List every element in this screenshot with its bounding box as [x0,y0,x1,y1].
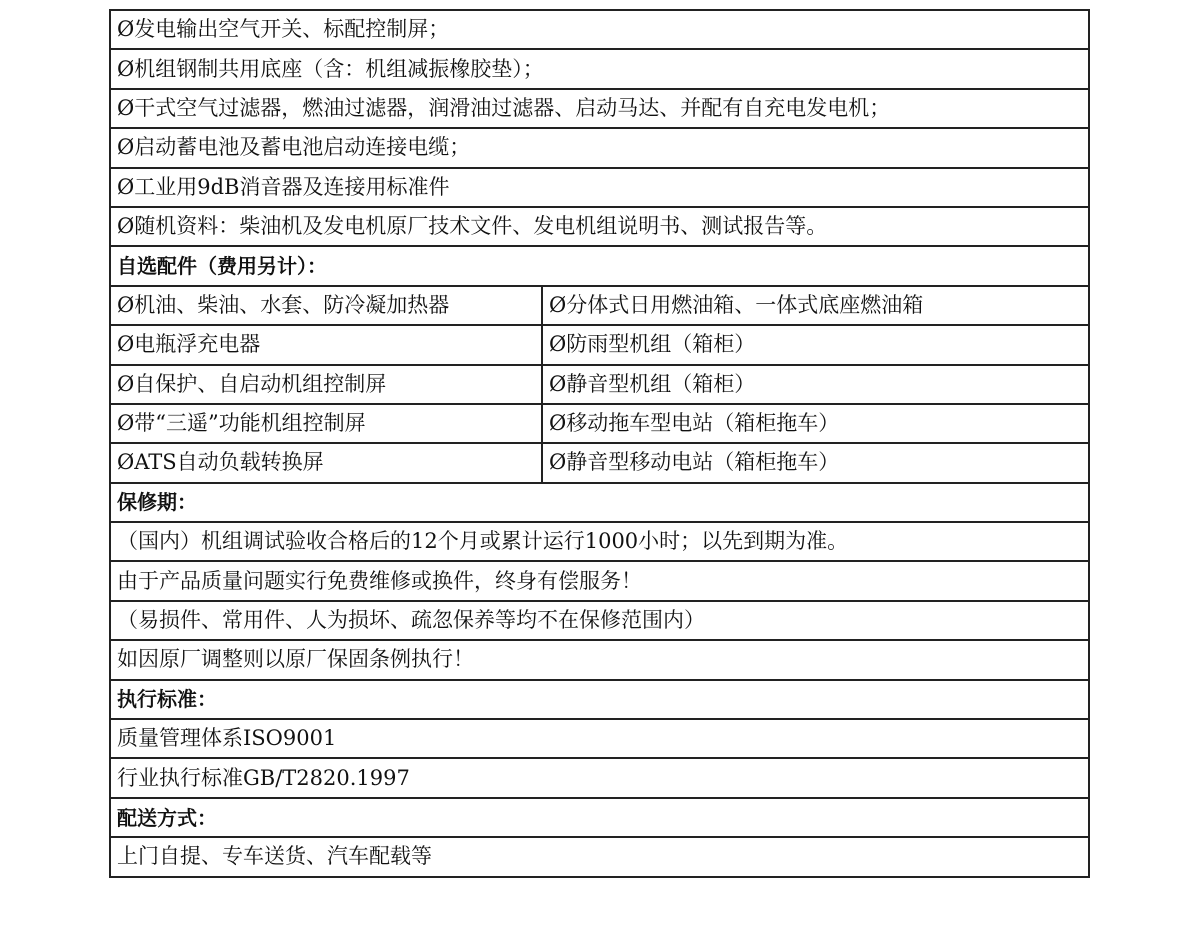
optional-item: Ø静音型移动电站（箱柜拖车） [542,443,1089,482]
optional-item: Ø移动拖车型电站（箱柜拖车） [542,404,1089,443]
optional-accessories-heading: 自选配件（费用另计）： [110,246,1089,285]
warranty-line: （易损件、常用件、人为损坏、疏忽保养等均不在保修范围内） [110,601,1089,640]
table-row [110,561,1089,600]
table-row [110,365,1089,404]
table-row [110,325,1089,364]
standard-item: Ø随机资料：柴油机及发电机原厂技术文件、发电机组说明书、测试报告等。 [110,207,1089,246]
table-row [110,837,1089,876]
table-row [110,168,1089,207]
table-row [110,286,1089,325]
table-row [110,207,1089,246]
optional-item: ØATS自动负载转换屏 [110,443,542,482]
spec-table [109,9,1090,878]
optional-item: Ø电瓶浮充电器 [110,325,542,364]
warranty-line: 如因原厂调整则以原厂保固条例执行！ [110,640,1089,679]
table-row [110,640,1089,679]
delivery-line: 上门自提、专车送货、汽车配载等 [110,837,1089,876]
table-row [110,798,1089,837]
warranty-line: 由于产品质量问题实行免费维修或换件，终身有偿服务！ [110,561,1089,600]
standards-heading: 执行标准： [110,680,1089,719]
table-row [110,128,1089,167]
table-row [110,680,1089,719]
delivery-heading: 配送方式： [110,798,1089,837]
table-row [110,758,1089,797]
standard-item: Ø工业用9dB消音器及连接用标准件 [110,168,1089,207]
optional-item: Ø防雨型机组（箱柜） [542,325,1089,364]
table-row [110,443,1089,482]
standard-item: Ø发电输出空气开关、标配控制屏； [110,10,1089,49]
optional-item: Ø自保护、自启动机组控制屏 [110,365,542,404]
table-row [110,49,1089,88]
table-row [110,89,1089,128]
optional-item: Ø机油、柴油、水套、防冷凝加热器 [110,286,542,325]
table-row [110,601,1089,640]
optional-item: Ø分体式日用燃油箱、一体式底座燃油箱 [542,286,1089,325]
standard-item: Ø机组钢制共用底座（含：机组减振橡胶垫）； [110,49,1089,88]
table-row [110,719,1089,758]
warranty-heading: 保修期： [110,483,1089,522]
table-row [110,246,1089,285]
table-row [110,404,1089,443]
standards-line: 行业执行标准GB/T2820.1997 [110,758,1089,797]
table-row [110,10,1089,49]
standard-item: Ø启动蓄电池及蓄电池启动连接电缆； [110,128,1089,167]
warranty-line: （国内）机组调试验收合格后的12个月或累计运行1000小时；以先到期为准。 [110,522,1089,561]
optional-item: Ø静音型机组（箱柜） [542,365,1089,404]
table-row [110,483,1089,522]
optional-item: Ø带“三遥”功能机组控制屏 [110,404,542,443]
standards-line: 质量管理体系ISO9001 [110,719,1089,758]
table-row [110,522,1089,561]
standard-item: Ø干式空气过滤器，燃油过滤器，润滑油过滤器、启动马达、并配有自充电发电机； [110,89,1089,128]
